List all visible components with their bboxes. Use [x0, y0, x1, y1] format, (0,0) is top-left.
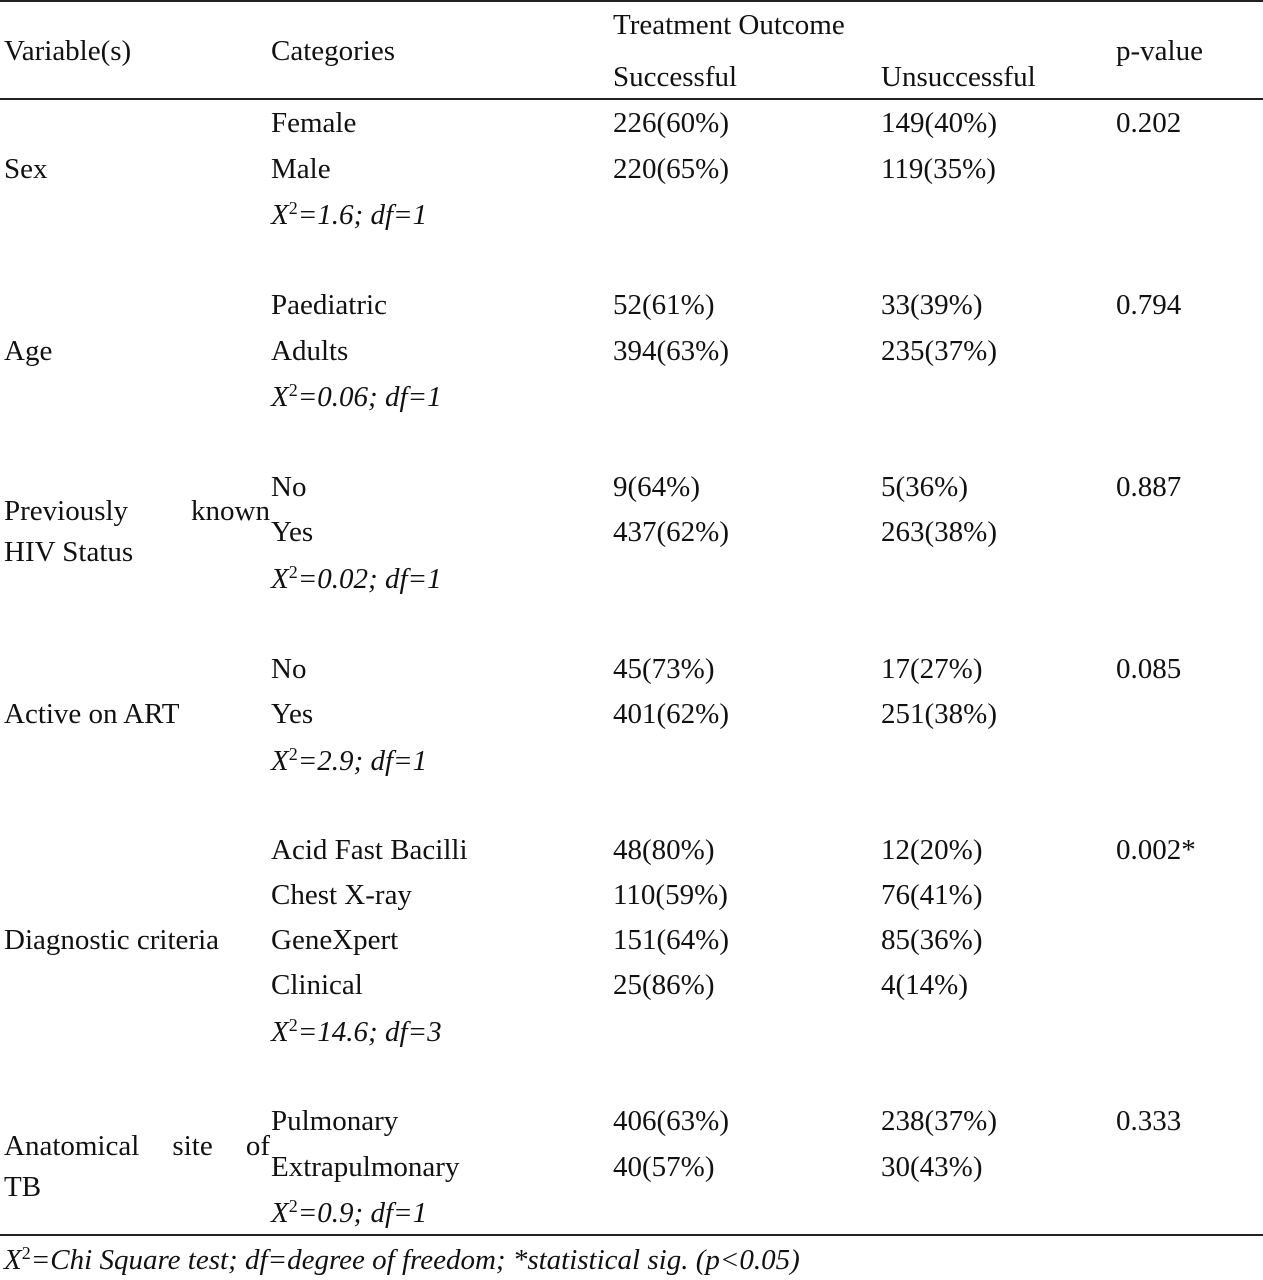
- chi-square-note: [271, 1196, 428, 1229]
- top-rule: [0, 0, 1263, 2]
- variable-label: Active on ART: [4, 698, 180, 730]
- header-successful: Successful: [613, 61, 738, 93]
- p-value-cell: 0.202: [1116, 107, 1182, 139]
- header-rule: [0, 98, 1263, 100]
- unsuccessful-cell: 5(36%): [881, 471, 968, 503]
- successful-cell: 9(64%): [613, 471, 700, 503]
- unsuccessful-cell: 85(36%): [881, 924, 983, 956]
- successful-cell: 151(64%): [613, 924, 729, 956]
- chi-symbol: X: [271, 199, 289, 231]
- variable-label-line2: TB: [4, 1171, 42, 1203]
- successful-cell: 401(62%): [613, 698, 729, 730]
- unsuccessful-cell: 251(38%): [881, 698, 997, 730]
- unsuccessful-cell: 76(41%): [881, 879, 983, 911]
- p-value-cell: 0.333: [1116, 1105, 1182, 1137]
- successful-cell: 25(86%): [613, 969, 715, 1001]
- header-unsuccessful: Unsuccessful: [881, 61, 1036, 93]
- successful-cell: 226(60%): [613, 107, 729, 139]
- chi-symbol: X: [271, 1197, 289, 1229]
- category-cell: Yes: [271, 516, 314, 548]
- variable-word: Previously: [4, 495, 129, 527]
- variable-word: Anatomical: [4, 1130, 140, 1162]
- successful-cell: 52(61%): [613, 289, 715, 321]
- unsuccessful-cell: 30(43%): [881, 1151, 983, 1183]
- chi-exponent: 2: [288, 1015, 298, 1035]
- header-categories: Categories: [271, 35, 396, 67]
- chi-symbol: X: [271, 745, 289, 777]
- chi-square-note: [271, 562, 442, 595]
- variable-label: Sex: [4, 153, 48, 185]
- unsuccessful-cell: 119(35%): [881, 153, 996, 185]
- category-cell: Clinical: [271, 969, 363, 1001]
- variable-word: of: [245, 1130, 270, 1162]
- chi-stat: =1.6; df=1: [297, 199, 428, 231]
- variable-label: [4, 497, 270, 567]
- successful-cell: 394(63%): [613, 335, 729, 367]
- category-cell: Male: [271, 153, 331, 185]
- successful-cell: 45(73%): [613, 653, 715, 685]
- bottom-rule: [0, 1234, 1263, 1236]
- successful-cell: 48(80%): [613, 834, 715, 866]
- chi-stat: =0.9; df=1: [297, 1197, 428, 1229]
- chi-exponent: 2: [288, 744, 298, 764]
- successful-cell: 40(57%): [613, 1151, 715, 1183]
- category-cell: Chest X-ray: [271, 879, 412, 911]
- unsuccessful-cell: 33(39%): [881, 289, 983, 321]
- variable-label-line2: HIV Status: [4, 536, 134, 568]
- category-cell: Acid Fast Bacilli: [271, 834, 468, 866]
- p-value-cell: 0.085: [1116, 653, 1182, 685]
- chi-square-note: [271, 744, 428, 777]
- header-p-value: p-value: [1116, 35, 1203, 67]
- footnote-symbol: X: [4, 1244, 22, 1276]
- successful-cell: 406(63%): [613, 1105, 729, 1137]
- chi-exponent: 2: [288, 1196, 298, 1216]
- variable-label-line1: [4, 497, 270, 526]
- category-cell: No: [271, 653, 307, 685]
- chi-stat: =0.06; df=1: [297, 381, 442, 413]
- chi-exponent: 2: [288, 562, 298, 582]
- unsuccessful-cell: 4(14%): [881, 969, 968, 1001]
- variable-label: [4, 1132, 270, 1202]
- chi-exponent: 2: [288, 198, 298, 218]
- p-value-cell: 0.794: [1116, 289, 1182, 321]
- chi-square-note: [271, 1015, 442, 1048]
- chi-stat: =14.6; df=3: [297, 1016, 442, 1048]
- chi-symbol: X: [271, 563, 289, 595]
- chi-stat: =0.02; df=1: [297, 563, 442, 595]
- header-treatment-outcome: Treatment Outcome: [613, 9, 845, 41]
- p-value-cell: 0.887: [1116, 471, 1182, 503]
- successful-cell: 437(62%): [613, 516, 729, 548]
- header-variable: Variable(s): [4, 35, 132, 67]
- category-cell: Extrapulmonary: [271, 1151, 460, 1183]
- chi-exponent: 2: [288, 380, 298, 400]
- category-cell: No: [271, 471, 307, 503]
- unsuccessful-cell: 149(40%): [881, 107, 997, 139]
- unsuccessful-cell: 235(37%): [881, 335, 997, 367]
- category-cell: GeneXpert: [271, 924, 399, 956]
- chi-square-note: [271, 198, 428, 231]
- chi-symbol: X: [271, 381, 289, 413]
- chi-symbol: X: [271, 1016, 289, 1048]
- footnote-text: =Chi Square test; df=degree of freedom; *statistical sig. (p<0.05): [30, 1244, 800, 1276]
- footnote-exponent: 2: [21, 1243, 31, 1263]
- category-cell: Female: [271, 107, 357, 139]
- category-cell: Pulmonary: [271, 1105, 399, 1137]
- unsuccessful-cell: 17(27%): [881, 653, 983, 685]
- unsuccessful-cell: 238(37%): [881, 1105, 997, 1137]
- category-cell: Adults: [271, 335, 349, 367]
- chi-square-note: [271, 380, 442, 413]
- unsuccessful-cell: 12(20%): [881, 834, 983, 866]
- variable-label: Diagnostic criteria: [4, 924, 219, 956]
- table-footnote: [4, 1243, 800, 1276]
- chi-stat: =2.9; df=1: [297, 745, 428, 777]
- category-cell: Yes: [271, 698, 314, 730]
- category-cell: Paediatric: [271, 289, 387, 321]
- successful-cell: 220(65%): [613, 153, 729, 185]
- successful-cell: 110(59%): [613, 879, 728, 911]
- variable-word: site: [172, 1130, 213, 1162]
- variable-word: known: [191, 495, 270, 527]
- variable-label-line1: [4, 1132, 270, 1161]
- p-value-cell: 0.002*: [1116, 834, 1196, 866]
- variable-label: Age: [4, 335, 53, 367]
- unsuccessful-cell: 263(38%): [881, 516, 997, 548]
